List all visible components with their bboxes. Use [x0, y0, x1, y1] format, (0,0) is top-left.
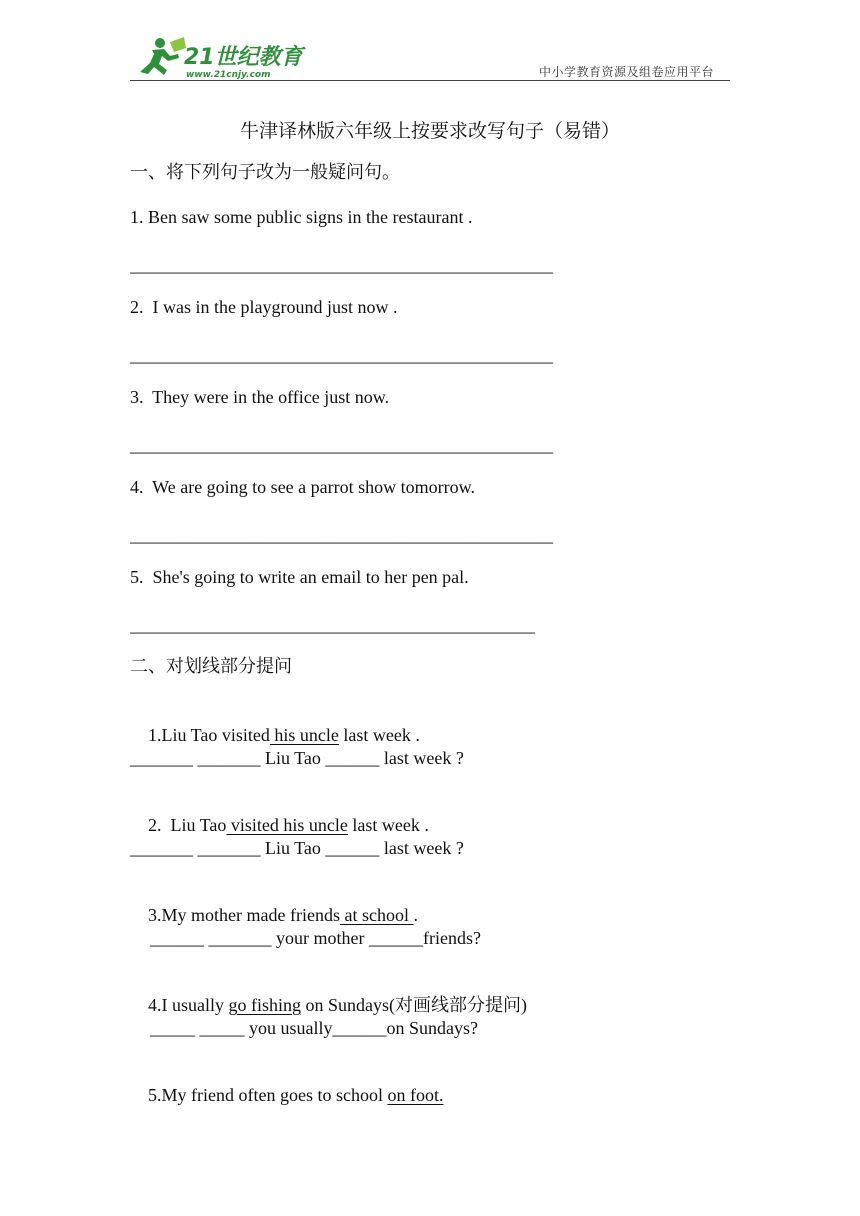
s2-answer-3[interactable]: ______ _______ your mother ______friends? [150, 928, 481, 948]
s2-q1-tail: last week . [338, 725, 420, 745]
s2-q4-note: 对画线部分提问 [395, 995, 522, 1016]
s2-answer-4[interactable]: _____ _____ you usually______on Sundays? [150, 1018, 478, 1038]
s2-q1-underlined: his uncle [269, 725, 339, 745]
s2-q4-underlined: go fishing [228, 995, 302, 1015]
s1-question-1: 1. Ben saw some public signs in the restaurant . [130, 207, 473, 227]
s2-q5-underlined: on foot. [387, 1085, 444, 1105]
s1-answer-line-5[interactable]: _____________________________________________ [130, 615, 535, 635]
s1-question-5: 5. She's going to write an email to her pen pal. [130, 567, 469, 587]
runner-icon [140, 37, 186, 75]
s1-answer-line-3[interactable]: _______________________________________________ [130, 435, 553, 455]
s2-q4-text: 4.I usually [148, 995, 229, 1015]
s2-question-5 [130, 1062, 443, 1128]
logo-21cnjy [130, 34, 310, 80]
s2-q2-underlined: visited his uncle [226, 815, 348, 835]
section2-heading: 二、对划线部分提问 [130, 656, 292, 677]
s1-answer-line-4[interactable]: _______________________________________________ [130, 525, 553, 545]
s1-question-2: 2. I was in the playground just now . [130, 297, 398, 317]
s2-q3-tail: . [413, 905, 418, 925]
s1-answer-line-1[interactable]: _______________________________________________ [130, 255, 553, 275]
s2-q2-text: 2. Liu Tao [148, 815, 227, 835]
s2-q3-text: 3.My mother made friends [148, 905, 340, 925]
page-header [130, 34, 730, 82]
s2-q2-tail: last week . [347, 815, 429, 835]
logo-text: 21世纪教育 [184, 45, 303, 70]
s2-q3-underlined: at school [339, 905, 414, 925]
s1-question-4: 4. We are going to see a parrot show tomorrow. [130, 477, 475, 497]
s1-answer-line-2[interactable]: _______________________________________________ [130, 345, 553, 365]
s2-answer-2[interactable]: _______ _______ Liu Tao ______ last week ? [130, 838, 464, 858]
section1-heading: 一、将下列句子改为一般疑问句。 [130, 162, 400, 183]
header-divider [130, 80, 730, 81]
logo-url: www.21cnjy.com [186, 70, 271, 80]
s2-q1-text: 1.Liu Tao visited [148, 725, 270, 745]
s1-question-3: 3. They were in the office just now. [130, 387, 390, 407]
s2-answer-1[interactable]: _______ _______ Liu Tao ______ last week ? [130, 748, 464, 768]
s2-q5-text: 5.My friend often goes to school [148, 1085, 388, 1105]
worksheet-title: 牛津译林版六年级上按要求改写句子（易错） [239, 120, 620, 142]
platform-label: 中小学教育资源及组卷应用平台 [538, 65, 714, 79]
s2-q4-close: ) [521, 995, 528, 1015]
s2-q4-tail: on Sundays( [301, 995, 396, 1015]
